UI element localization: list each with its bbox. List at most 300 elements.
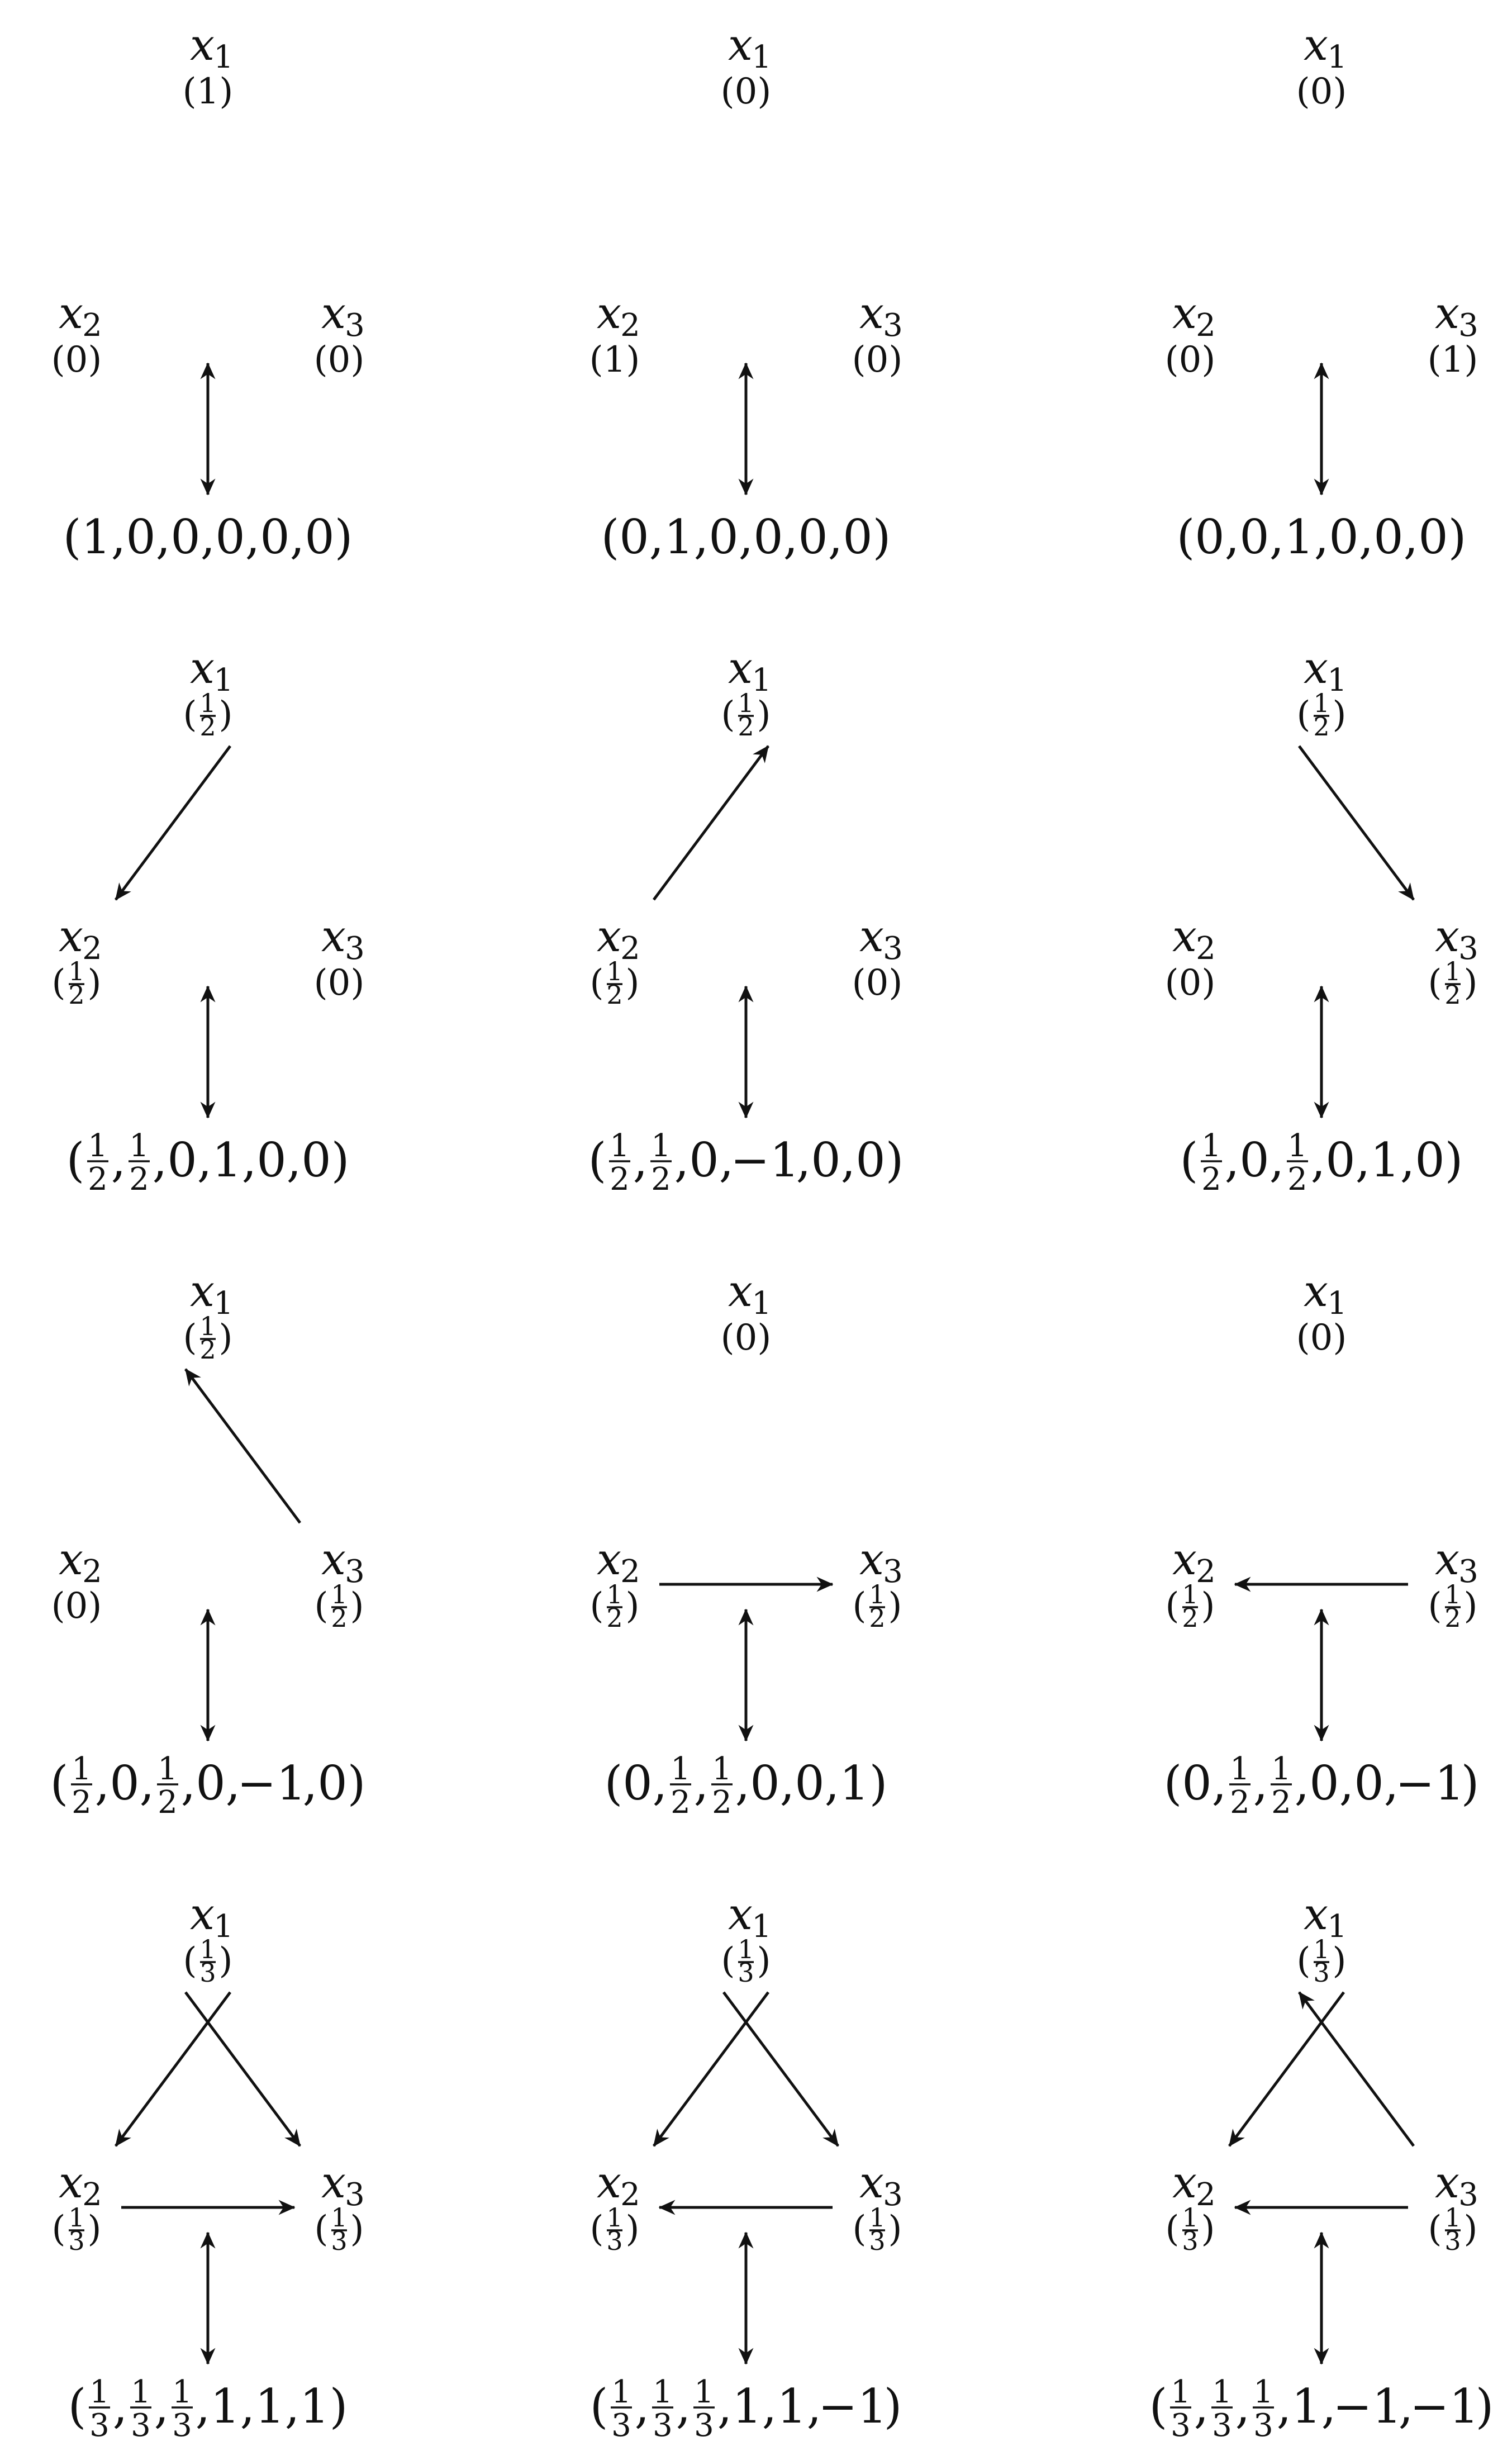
node-x1-weight-close-paren: ) [757, 694, 771, 735]
panel-12-vector-component-4: 1 [1291, 2379, 1321, 2434]
panel-7-vector-component-2: 0 [110, 1756, 140, 1811]
node-x3-weight-text: (1) [1427, 339, 1478, 381]
node-x2-name: x [59, 911, 83, 962]
panel-6-vector-component-5: 1 [1370, 1133, 1400, 1188]
panel-3-vector-comma: , [1269, 510, 1285, 564]
node-x3-weight-open-paren: ( [1428, 1585, 1442, 1627]
node-x2-subscript: 2 [620, 1554, 640, 1590]
panel-8-vector-component-3-numerator: 1 [712, 1751, 732, 1787]
panel-10-vector-component-1-denominator: 3 [89, 2407, 110, 2444]
node-x1 [721, 1266, 772, 1359]
node-x1-subscript: 1 [752, 39, 772, 75]
node-x3-weight [853, 1579, 902, 1633]
panel-6-vector-component-2: 0 [1239, 1133, 1269, 1188]
node-x3-name: x [859, 1535, 884, 1585]
node-x3-weight-open-paren: ( [314, 1585, 329, 1627]
node-x2-name: x [1172, 911, 1197, 962]
node-x2-subscript: 2 [620, 307, 640, 344]
node-x3-weight-numerator: 1 [1444, 2202, 1461, 2233]
panel-5-vector-comma: , [796, 1133, 811, 1188]
node-x1-weight-open-paren: ( [1296, 694, 1311, 735]
panel-3-vector-close-paren: ) [1448, 510, 1467, 564]
node-x1-weight-text: (0) [720, 1317, 772, 1359]
node-x3-subscript: 3 [345, 930, 365, 967]
node-x2-name: x [59, 288, 83, 339]
node-x1-weight-text: (0) [1296, 71, 1347, 112]
node-x1 [183, 643, 234, 742]
panel-9-vector-component-1: 0 [1182, 1756, 1212, 1811]
node-x3-subscript: 3 [883, 307, 903, 344]
node-x1-subscript: 1 [213, 662, 234, 699]
panel-11-vector-component-3-numerator: 1 [694, 2374, 714, 2410]
panel-5-vector-component-2-denominator: 2 [651, 1161, 671, 1198]
node-x3-weight-text: (0) [313, 339, 365, 381]
node-x2-weight [590, 2202, 640, 2256]
panel-5-vector-component-2-numerator: 1 [651, 1128, 671, 1164]
panel-11-vector-component-4: 1 [732, 2379, 762, 2434]
node-x3-weight [852, 339, 903, 381]
panel-12-vector-comma: , [1276, 2379, 1292, 2434]
node-x3-weight [315, 2202, 364, 2256]
panel-12-vector-component-1-denominator: 3 [1171, 2407, 1191, 2444]
node-x2-name: x [1172, 2158, 1197, 2208]
node-x1-weight-denominator: 3 [199, 1958, 216, 1988]
node-x3-weight [852, 962, 903, 1004]
node-x2 [51, 1535, 102, 1627]
node-x1-weight [183, 1934, 233, 1988]
panel-9-vector-open-paren: ( [1163, 1756, 1182, 1811]
panel-10-vector-comma: , [284, 2379, 300, 2434]
node-x3-weight [1428, 956, 1478, 1010]
panel-11-vector-component-2-numerator: 1 [653, 2374, 673, 2410]
panel-5-vector-comma: , [633, 1133, 648, 1188]
node-x2-weight-numerator: 1 [1182, 2202, 1199, 2233]
node-x2-subscript: 2 [1196, 2177, 1216, 2213]
panel-12-vector-comma: , [1398, 2379, 1414, 2434]
panel-4-vector-component-2-numerator: 1 [129, 1128, 149, 1164]
node-x2-weight-close-paren: ) [87, 962, 102, 1004]
node-x3-subscript: 3 [345, 307, 365, 344]
node-x2-weight-close-paren: ) [1201, 2209, 1215, 2250]
panel-10-vector-component-1-numerator: 1 [89, 2374, 110, 2410]
panels-layer [50, 20, 1494, 2444]
panel-4-vector-component-3: 0 [167, 1133, 197, 1188]
edge-x1-to-x3-arrow [1299, 746, 1414, 900]
node-x3 [852, 911, 903, 1004]
panel-2-vector-comma: , [693, 510, 709, 564]
node-x3-weight-open-paren: ( [1428, 2209, 1442, 2250]
panel-10-vector-comma: , [112, 2379, 128, 2434]
node-x1-subscript: 1 [752, 662, 772, 699]
node-x3-weight [1428, 1579, 1478, 1633]
panel-5-vector-component-1-denominator: 2 [610, 1161, 630, 1198]
node-x1-name: x [1304, 1266, 1328, 1317]
node-x1-subscript: 1 [752, 1908, 772, 1945]
node-x1-weight [1296, 1317, 1347, 1359]
panel-9-vector-component-3-denominator: 2 [1271, 1784, 1291, 1821]
panel-11-vector-component-5: 1 [777, 2379, 807, 2434]
node-x1-name: x [190, 643, 215, 694]
panel-11-vector-comma: , [806, 2379, 822, 2434]
panel-11-vector-component-6: −1 [818, 2379, 887, 2434]
node-x1 [183, 1889, 234, 1988]
panel-11-vector-comma: , [634, 2379, 650, 2434]
panel-7-vector-component-3-numerator: 1 [158, 1751, 178, 1787]
panel-10-vector-component-3-numerator: 1 [172, 2374, 192, 2410]
panel-12-vector-close-paren: ) [1475, 2379, 1494, 2434]
panel-10-vector [68, 2374, 348, 2444]
node-x3 [315, 2158, 365, 2256]
panel-12 [1149, 1889, 1494, 2444]
node-x1-weight-open-paren: ( [721, 694, 735, 735]
panel-4-vector-close-paren: ) [331, 1133, 350, 1188]
panel-3-vector-comma: , [1224, 510, 1240, 564]
panel-8-vector-component-1: 0 [622, 1756, 653, 1811]
node-x1-weight-numerator: 1 [738, 688, 754, 718]
panel-7-vector-comma: , [139, 1756, 155, 1811]
node-x2 [590, 911, 640, 1010]
node-x1-name: x [190, 20, 215, 70]
panel-3-vector-component-1: 0 [1195, 510, 1225, 564]
node-x2-weight-numerator: 1 [606, 1579, 623, 1609]
panel-9-vector-component-4: 0 [1309, 1756, 1339, 1811]
node-x2-subscript: 2 [620, 930, 640, 967]
panel-12-vector-open-paren: ( [1149, 2379, 1168, 2434]
panel-7-vector-comma: , [180, 1756, 196, 1811]
node-x3-subscript: 3 [883, 1554, 903, 1590]
panel-3-vector-component-5: 0 [1373, 510, 1404, 564]
node-x1-weight-close-paren: ) [218, 1940, 233, 1982]
node-x3-weight-denominator: 2 [331, 1603, 348, 1633]
node-x2-subscript: 2 [82, 930, 102, 967]
node-x1 [1297, 1889, 1347, 1988]
panel-8-vector-component-2-numerator: 1 [671, 1751, 691, 1787]
node-x3-subscript: 3 [1458, 2177, 1478, 2213]
node-x1-subscript: 1 [1327, 1908, 1347, 1945]
node-x2-weight-numerator: 1 [68, 2202, 85, 2233]
panel-7-vector-component-6: 0 [317, 1756, 348, 1811]
panel-9-vector-comma: , [1294, 1756, 1310, 1811]
panel-7-vector-open-paren: ( [50, 1756, 69, 1811]
panel-1-vector-component-5: 0 [260, 510, 290, 564]
node-x1-weight-denominator: 2 [199, 711, 216, 742]
node-x1-weight-denominator: 3 [738, 1958, 754, 1988]
node-x2-weight-open-paren: ( [1165, 1585, 1180, 1627]
node-x1-weight-open-paren: ( [1296, 1940, 1311, 1982]
node-x1-name: x [728, 643, 753, 694]
panel-9-vector [1164, 1751, 1480, 1821]
panel-7-vector-component-3-denominator: 2 [158, 1784, 178, 1821]
node-x2-subscript: 2 [1196, 307, 1216, 344]
panel-10-vector-comma: , [154, 2379, 169, 2434]
panel-2-vector-comma: , [738, 510, 754, 564]
node-x1 [1296, 1266, 1347, 1359]
node-x2 [52, 911, 102, 1010]
node-x2-weight-text: (0) [51, 1585, 102, 1627]
panel-3 [1165, 20, 1478, 564]
node-x2-weight [1165, 962, 1216, 1004]
panel-11-vector-component-1-denominator: 3 [611, 2407, 631, 2444]
node-x1-weight-text: (0) [720, 71, 772, 112]
panel-5-vector-component-3: 0 [689, 1133, 719, 1188]
panel-9-vector-comma: , [1383, 1756, 1399, 1811]
node-x2-weight-denominator: 2 [1182, 1603, 1199, 1633]
panel-4-vector-component-4: 1 [212, 1133, 242, 1188]
panel-10-vector-component-6: 1 [299, 2379, 330, 2434]
panel-12-vector-component-1-numerator: 1 [1171, 2374, 1191, 2410]
panel-4-vector-comma: , [111, 1133, 126, 1188]
edge-x1-to-x2-arrow [116, 1992, 230, 2146]
edge-x1-to-x3-arrow [724, 1992, 838, 2146]
node-x1-weight-open-paren: ( [183, 1940, 197, 1982]
panel-7 [50, 1266, 366, 1821]
panel-11-vector-comma: , [717, 2379, 733, 2434]
node-x3-weight-text: (0) [852, 962, 903, 1004]
panel-1-vector-comma: , [111, 510, 126, 564]
panel-3-vector-comma: , [1358, 510, 1374, 564]
panel-12-vector-comma: , [1235, 2379, 1251, 2434]
node-x2-name: x [597, 288, 621, 339]
panel-10 [52, 1889, 365, 2444]
node-x3-name: x [859, 288, 884, 339]
panel-6-vector-component-1-denominator: 2 [1201, 1161, 1221, 1198]
panel-1-vector-component-2: 0 [126, 510, 156, 564]
node-x1 [721, 20, 772, 112]
panel-5-vector-component-6: 0 [855, 1133, 886, 1188]
node-x3-subscript: 3 [1458, 307, 1478, 344]
panel-12-vector-component-3-denominator: 3 [1253, 2407, 1273, 2444]
panel-9-vector-component-6: −1 [1395, 1756, 1465, 1811]
panel-5 [588, 643, 904, 1198]
panel-2-vector-component-5: 0 [798, 510, 828, 564]
panel-12-vector-component-2-denominator: 3 [1212, 2407, 1232, 2444]
node-x3-weight-close-paren: ) [350, 1585, 364, 1627]
node-x1 [183, 1266, 234, 1365]
panel-10-vector-component-2-numerator: 1 [131, 2374, 151, 2410]
panel-8-vector-comma: , [735, 1756, 750, 1811]
node-x3-weight-numerator: 1 [1444, 1579, 1461, 1609]
node-x2-subscript: 2 [82, 307, 102, 344]
node-x2-weight-close-paren: ) [625, 2209, 640, 2250]
panel-11 [590, 1889, 903, 2444]
node-x3 [853, 2158, 903, 2256]
panel-6-vector-open-paren: ( [1180, 1133, 1199, 1188]
panel-7-vector-close-paren: ) [347, 1756, 366, 1811]
node-x1 [1297, 643, 1347, 742]
panel-6-vector-component-3-denominator: 2 [1287, 1161, 1307, 1198]
panel-2-vector-component-3: 0 [709, 510, 739, 564]
node-x2 [1165, 288, 1216, 381]
node-x2-weight-text: (0) [1164, 962, 1216, 1004]
node-x3 [315, 1535, 365, 1633]
panel-4-vector-component-5: 0 [256, 1133, 287, 1188]
panel-3-vector-open-paren: ( [1176, 510, 1195, 564]
node-x3-weight-numerator: 1 [1444, 956, 1461, 986]
node-x3 [1428, 288, 1478, 381]
node-x2-weight-open-paren: ( [589, 2209, 604, 2250]
edge-x2-to-x1-arrow [654, 746, 768, 900]
panel-8-vector-comma: , [693, 1756, 709, 1811]
node-x2-name: x [597, 1535, 621, 1585]
panel-1-vector-comma: , [245, 510, 260, 564]
panel-12-vector-comma: , [1321, 2379, 1337, 2434]
panel-10-vector-component-2-denominator: 3 [131, 2407, 151, 2444]
panel-10-vector-open-paren: ( [68, 2379, 87, 2434]
panel-1-vector-component-3: 0 [170, 510, 201, 564]
node-x3-weight [1428, 2202, 1478, 2256]
panel-10-vector-component-3-denominator: 3 [172, 2407, 192, 2444]
node-x1-subscript: 1 [1327, 39, 1347, 75]
node-x3-name: x [1435, 2158, 1459, 2208]
node-x3-subscript: 3 [1458, 930, 1478, 967]
node-x3-name: x [1435, 1535, 1459, 1585]
panel-3-vector-comma: , [1403, 510, 1419, 564]
node-x1-subscript: 1 [213, 39, 234, 75]
panel-11-vector-comma: , [676, 2379, 691, 2434]
panel-2-vector-comma: , [828, 510, 843, 564]
node-x1-weight-numerator: 1 [1313, 1934, 1330, 1964]
panel-8-vector-component-6: 1 [839, 1756, 869, 1811]
node-x1-subscript: 1 [213, 1908, 234, 1945]
node-x2-weight-open-paren: ( [51, 962, 66, 1004]
node-x1-weight-text: (0) [1296, 1317, 1347, 1359]
panel-11-vector-open-paren: ( [589, 2379, 608, 2434]
panel-8-vector-close-paren: ) [869, 1756, 888, 1811]
panel-9-vector-comma: , [1339, 1756, 1354, 1811]
panel-6-vector-comma: , [1224, 1133, 1240, 1188]
node-x2-weight [51, 339, 102, 381]
node-x3-weight [853, 2202, 902, 2256]
panel-2-vector-open-paren: ( [601, 510, 620, 564]
panel-4 [52, 643, 365, 1198]
panel-9-vector-comma: , [1253, 1756, 1268, 1811]
panel-7-vector [50, 1751, 366, 1821]
panel-4-vector-comma: , [286, 1133, 302, 1188]
panel-2-vector [601, 510, 891, 564]
node-x3-weight-denominator: 2 [1444, 980, 1461, 1010]
node-x1-weight-numerator: 1 [199, 688, 216, 718]
node-x3-weight-numerator: 1 [331, 1579, 348, 1609]
node-x3-weight [315, 1579, 364, 1633]
node-x2-weight [1166, 2202, 1215, 2256]
node-x1-subscript: 1 [213, 1285, 234, 1322]
panel-3-vector [1177, 510, 1467, 564]
panel-3-vector-component-6: 0 [1418, 510, 1448, 564]
node-x3 [314, 288, 365, 381]
node-x3 [1428, 911, 1478, 1010]
edge-x3-to-x1-arrow [1299, 1992, 1414, 2146]
node-x1-weight-numerator: 1 [199, 1311, 216, 1341]
panel-2-vector-component-4: 0 [753, 510, 783, 564]
node-x2-weight-text: (0) [51, 339, 102, 381]
node-x2-name: x [59, 1535, 83, 1585]
panel-7-vector-component-1-denominator: 2 [72, 1784, 92, 1821]
node-x3-weight-numerator: 1 [869, 2202, 886, 2233]
node-x1-weight-numerator: 1 [199, 1934, 216, 1964]
panel-3-vector-comma: , [1314, 510, 1329, 564]
node-x1-subscript: 1 [1327, 662, 1347, 699]
panel-3-vector-component-4: 0 [1329, 510, 1359, 564]
panel-8-vector-open-paren: ( [604, 1756, 623, 1811]
panel-7-vector-component-5: −1 [237, 1756, 306, 1811]
panel-9-vector-component-2-numerator: 1 [1230, 1751, 1250, 1787]
node-x3-name: x [321, 2158, 346, 2208]
panel-1-vector-comma: , [289, 510, 305, 564]
node-x1-weight-close-paren: ) [218, 1317, 233, 1359]
panel-6-vector-close-paren: ) [1444, 1133, 1463, 1188]
node-x2 [1165, 911, 1216, 1004]
node-x1-weight [1297, 1934, 1347, 1988]
edge-x1-to-x3-arrow [186, 1992, 300, 2146]
panel-1-vector-close-paren: ) [334, 510, 353, 564]
node-x3-weight-open-paren: ( [852, 2209, 867, 2250]
node-x3-name: x [321, 1535, 346, 1585]
node-x1-weight-open-paren: ( [721, 1940, 735, 1982]
node-x1-weight-denominator: 2 [199, 1335, 216, 1365]
node-x2-weight [1166, 1579, 1215, 1633]
node-x2-weight-open-paren: ( [589, 962, 604, 1004]
node-x2 [51, 288, 102, 381]
node-x1 [721, 1889, 772, 1988]
node-x3-weight-denominator: 3 [869, 2226, 886, 2256]
panel-7-vector-comma: , [302, 1756, 318, 1811]
node-x3-weight-close-paren: ) [350, 2209, 364, 2250]
panel-5-vector-close-paren: ) [885, 1133, 904, 1188]
panel-1-vector-component-6: 0 [305, 510, 335, 564]
node-x3-weight-numerator: 1 [869, 1579, 886, 1609]
node-x1-subscript: 1 [752, 1285, 772, 1322]
panel-4-vector-open-paren: ( [66, 1133, 85, 1188]
panel-6 [1165, 643, 1478, 1198]
panel-5-vector-comma: , [719, 1133, 734, 1188]
panel-4-vector-component-2-denominator: 2 [129, 1161, 149, 1198]
panel-6-vector-comma: , [1400, 1133, 1415, 1188]
panel-9-vector-component-5: 0 [1354, 1756, 1384, 1811]
node-x1 [183, 20, 234, 112]
node-x2-weight [1165, 339, 1216, 381]
panel-6-vector-component-6: 0 [1415, 1133, 1445, 1188]
panel-1-vector-comma: , [155, 510, 171, 564]
node-x2-name: x [597, 2158, 621, 2208]
panel-5-vector-component-1-numerator: 1 [610, 1128, 630, 1164]
node-x2-weight [51, 1585, 102, 1627]
edge-x1-to-x2-arrow [654, 1992, 768, 2146]
panel-9-vector-close-paren: ) [1461, 1756, 1480, 1811]
panel-2-vector-component-6: 0 [843, 510, 873, 564]
node-x2-name: x [59, 2158, 83, 2208]
panel-5-vector-comma: , [840, 1133, 856, 1188]
panel-4-vector-comma: , [152, 1133, 168, 1188]
panel-11-vector-close-paren: ) [883, 2379, 902, 2434]
node-x3-weight [1428, 339, 1478, 381]
node-x2-weight-close-paren: ) [1201, 1585, 1215, 1627]
node-x3-weight-close-paren: ) [888, 1585, 902, 1627]
node-x2-weight-close-paren: ) [625, 1585, 640, 1627]
node-x2-weight-numerator: 1 [1182, 1579, 1199, 1609]
panel-1-vector-comma: , [200, 510, 216, 564]
panel-8-vector-component-3-denominator: 2 [712, 1784, 732, 1821]
node-x1-subscript: 1 [1327, 1285, 1347, 1322]
edge-x3-to-x1-arrow [186, 1369, 300, 1523]
panel-1-vector-open-paren: ( [63, 510, 82, 564]
node-x2-weight [52, 956, 102, 1010]
panel-6-vector [1180, 1128, 1463, 1198]
node-x1 [1296, 20, 1347, 112]
node-x1-weight-open-paren: ( [183, 694, 197, 735]
panel-4-vector-component-1-numerator: 1 [88, 1128, 108, 1164]
panel-11-vector-comma: , [762, 2379, 777, 2434]
node-x2-weight-numerator: 1 [68, 956, 85, 986]
